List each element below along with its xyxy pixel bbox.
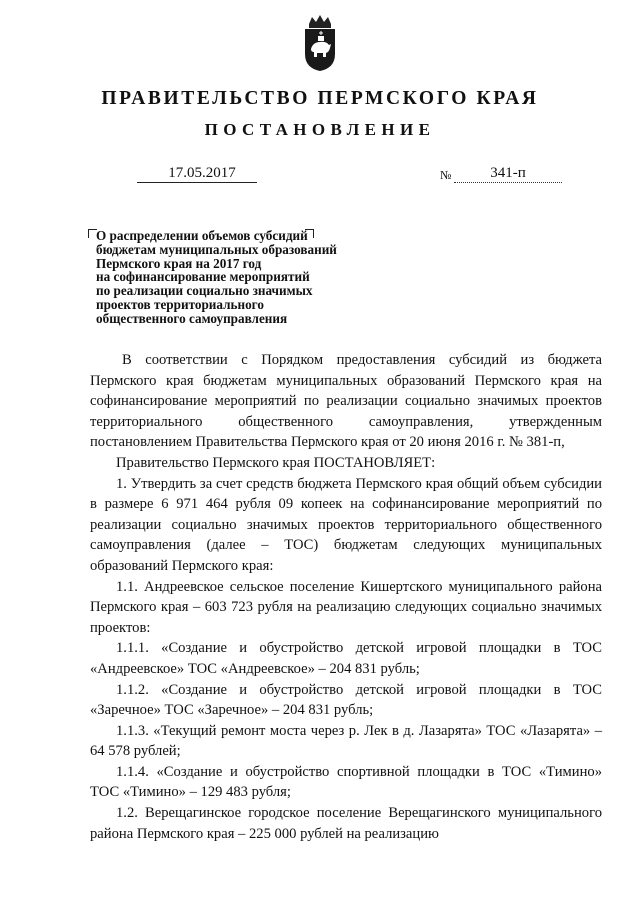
paragraph-item-1-1: 1.1. Андреевское сельское поселение Кишертского муниципального района Пермского края – 603 723 рубля на реализацию следующих социально значимых проектов: <box>90 578 602 636</box>
paragraph-item-1-1-4: 1.1.4. «Создание и обустройство спортивной площадки в ТОС «Тимино» ТОС «Тимино» – 129 483 рубля; <box>90 763 602 801</box>
paragraph-item-1-1-2: 1.1.2. «Создание и обустройство детской игровой площадки в ТОС «Заречное» ТОС «Заречное» – 204 831 рубль; <box>90 681 602 719</box>
document-date: 17.05.2017 <box>137 164 257 183</box>
document-subject <box>96 229 386 326</box>
document-number: 341-п <box>490 165 526 181</box>
paragraph-item-1-1-1: 1.1.1. «Создание и обустройство детской игровой площадки в ТОС «Андреевское» ТОС «Андреевское» – 204 831 рубль; <box>90 640 602 677</box>
subject-line: О распределении объемов субсидий <box>96 228 308 243</box>
paragraph-preamble: В соответствии с Порядком предоставления субсидий из бюджета Пермского края бюджетам муниципальных образований Пермского края на софинансирование мероприятий по реализации социально значимых проектов территориального общественного самоуправления, утвержденным постановлением Правительства Пермского края от 20 июня 2016 г. № 381-п, <box>90 352 602 451</box>
paragraph-item-1-1-3: 1.1.3. «Текущий ремонт моста через р. Лек в д. Лазарята» ТОС «Лазарята» – 64 578 рублей; <box>90 722 602 760</box>
subject-line: на софинансирование мероприятий <box>96 269 310 285</box>
paragraph-item-1-2: 1.2. Верещагинское городское поселение Верещагинского муниципального района Пермского края – 225 000 рублей на реализацию <box>90 805 602 842</box>
subject-line: по реализации социально значимых <box>96 283 313 299</box>
document-body <box>90 350 602 844</box>
subject-line: Пермского края на 2017 год <box>96 255 262 271</box>
organization-title: ПРАВИТЕЛЬСТВО ПЕРМСКОГО КРАЯ <box>101 88 539 109</box>
subject-line: общественного самоуправления <box>96 310 288 326</box>
coat-of-arms-icon <box>302 14 338 72</box>
document-type: ПОСТАНОВЛЕНИЕ <box>204 120 436 139</box>
subject-line: бюджетам муниципальных образований <box>96 241 337 257</box>
subject-line: проектов территориального <box>96 296 264 312</box>
document-number-line <box>454 164 562 183</box>
paragraph-resolves: Правительство Пермского края ПОСТАНОВЛЯЕТ: <box>116 454 436 471</box>
paragraph-item-1: 1. Утвердить за счет средств бюджета Пермского края общий объем субсидии в размере 6 971 464 рубля 09 копеек на софинансирование мероприятий по реализации социально значимых проектов территориального общественного самоуправления (далее – ТОС) бюджетам следующих муниципальных образований Пермского края: <box>90 475 602 574</box>
number-sign: № <box>440 168 452 182</box>
